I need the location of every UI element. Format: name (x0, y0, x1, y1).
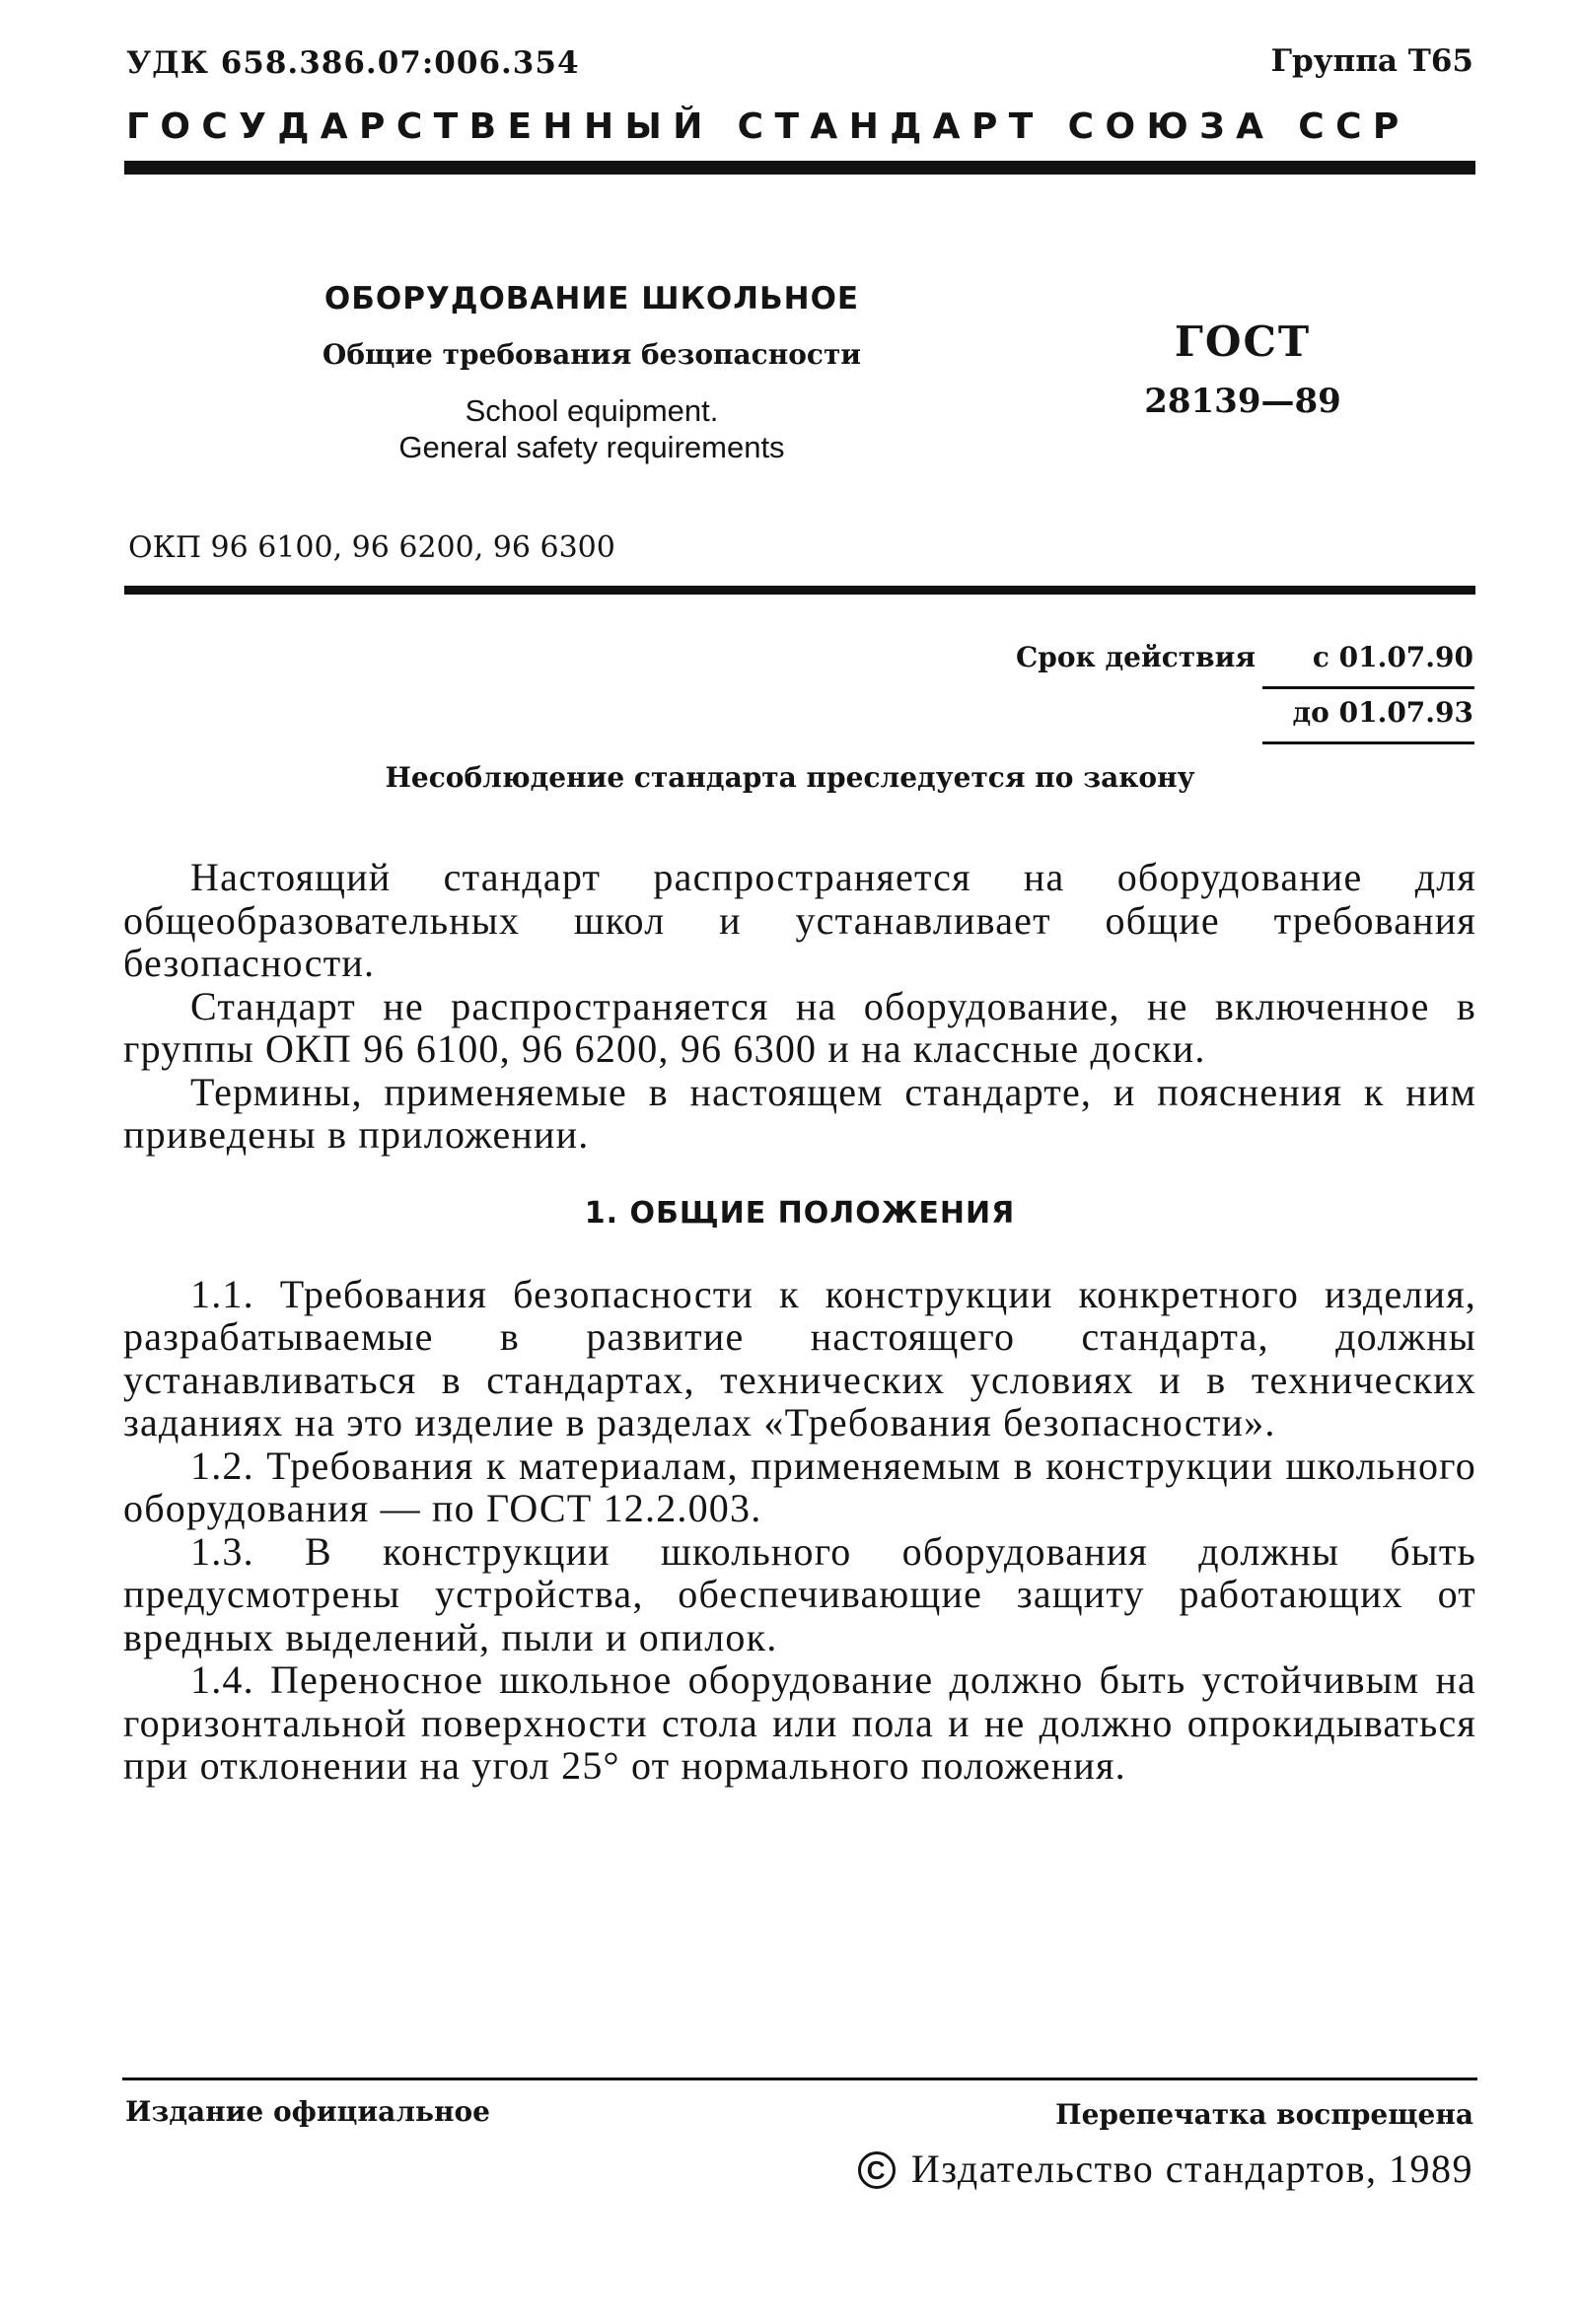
title-block (296, 281, 888, 465)
intro-paragraph: Термины, применяемые в настоящем стандарте, и пояснения к ним приведены в приложении. (123, 1069, 1476, 1157)
english-title-line-2: General safety requirements (398, 430, 785, 465)
footer-rule (122, 2078, 1477, 2080)
edition-label: Издание официальное (125, 2095, 490, 2128)
state-standard-heading: ГОСУДАРСТВЕННЫЙ СТАНДАРТ СОЮЗА ССР (126, 106, 1410, 147)
body-text (123, 856, 1476, 1788)
title-rule (124, 586, 1475, 595)
group-code: Группа Т65 (1270, 43, 1473, 79)
okp-codes: ОКП 96 6100, 96 6200, 96 6300 (128, 530, 615, 565)
legal-notice: Несоблюдение стандарта преследуется по закону (385, 761, 1195, 794)
gost-number: 28139—89 (1144, 382, 1341, 421)
udk-code: УДК 658.386.07:006.354 (126, 45, 580, 81)
validity-label: Срок действия (1016, 641, 1257, 673)
clause-paragraph: 1.4. Переносное школьное оборудование должно быть устойчивым на горизонтальной поверхности стола или пола и не должно опрокидываться при отклонении на угол 25° от нормального положения. (123, 1657, 1476, 1788)
validity-rule-1 (1262, 686, 1474, 689)
header-rule (124, 161, 1475, 175)
validity-to: до 01.07.93 (1292, 696, 1473, 729)
intro-paragraph: Стандарт не распространяется на оборудование, не включенное в группы ОКП 96 6100, 96 6200, 96 6300 и на классные доски. (123, 983, 1476, 1071)
gost-block (1124, 317, 1361, 421)
document-subtitle: Общие требования безопасности (322, 338, 862, 371)
copyright-icon: C (858, 2151, 896, 2189)
validity-rule-2 (1262, 741, 1474, 744)
gost-label: ГОСТ (1174, 317, 1312, 366)
section-heading: 1. ОБЩИЕ ПОЛОЖЕНИЯ (584, 1195, 1016, 1231)
intro-paragraph: Настоящий стандарт распространяется на оборудование для общеобразовательных школ и устанавливает общие требования безопасности. (123, 855, 1476, 985)
reprint-notice: Перепечатка воспрещена (1055, 2098, 1473, 2131)
publisher-line (858, 2146, 1473, 2192)
clause-paragraph: 1.1. Требования безопасности к конструкции конкретного изделия, разрабатываемые в развитие настоящего стандарта, должны устанавливаться в стандартах, технических условиях и в технических заданиях на это изделие в разделах «Требования безопасности». (123, 1271, 1476, 1444)
validity-from: с 01.07.90 (1312, 641, 1473, 673)
publisher-name: Издательство стандартов, 1989 (910, 2147, 1473, 2191)
clause-paragraph: 1.3. В конструкции школьного оборудования должны быть предусмотрены устройства, обеспечивающие защиту работающих от вредных выделений, пыли и опилок. (123, 1528, 1476, 1659)
clause-paragraph: 1.2. Требования к материалам, применяемым в конструкции школьного оборудования — по ГОСТ 12.2.003. (123, 1443, 1476, 1530)
document-title: ОБОРУДОВАНИЕ ШКОЛЬНОЕ (323, 281, 860, 317)
english-title-line-1: School equipment. (465, 393, 719, 428)
english-title (296, 392, 888, 465)
